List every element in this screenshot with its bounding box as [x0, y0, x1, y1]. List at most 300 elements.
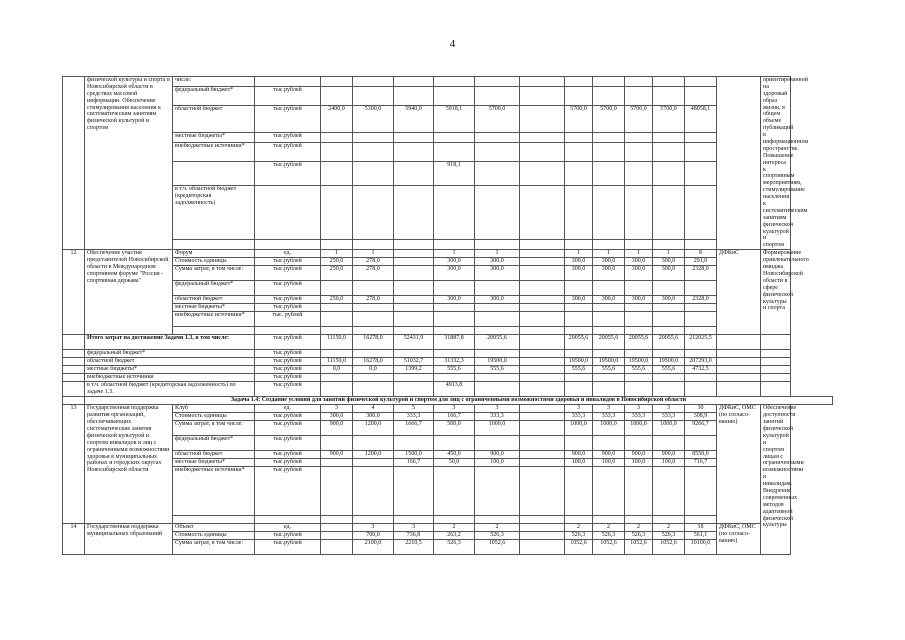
value-cell: 300,0	[475, 258, 520, 266]
table-cell: 918,1	[434, 161, 475, 185]
value-cell	[475, 327, 520, 335]
table-cell: Клуб	[173, 405, 255, 413]
value-cell	[353, 374, 394, 382]
value-cell	[353, 350, 394, 358]
value-cell: 555,6	[475, 366, 520, 374]
value-cell: 5700,0	[565, 106, 593, 133]
value-cell: 1500,0	[394, 451, 434, 459]
value-cell	[394, 467, 434, 516]
value-cell: 1052,6	[593, 540, 625, 555]
executor-cell: ДФКиС, ОМС (по согласо-ванию)	[717, 405, 761, 524]
value-cell	[520, 106, 565, 133]
table-cell: тыс.рублей	[255, 540, 321, 555]
table-cell	[173, 240, 255, 250]
value-cell: 2	[434, 524, 475, 532]
value-cell	[625, 240, 653, 250]
value-cell	[625, 142, 653, 161]
value-cell	[434, 436, 475, 451]
value-cell	[394, 327, 434, 335]
value-cell: 300,0	[625, 258, 653, 266]
empty-cell	[394, 382, 434, 397]
empty-cell	[593, 382, 625, 397]
value-cell	[625, 281, 653, 296]
value-cell: 250,0	[321, 296, 353, 304]
table-cell: федеральный бюджет*	[173, 436, 255, 451]
value-cell: 333,3	[475, 413, 520, 421]
table-cell: тыс.рублей	[255, 350, 321, 358]
value-cell	[475, 142, 520, 161]
value-cell	[625, 87, 653, 106]
value-cell: 278,0	[353, 296, 394, 304]
value-cell	[593, 240, 625, 250]
value-cell: 19500,0	[475, 358, 520, 366]
table-cell: областной бюджет	[173, 451, 255, 459]
value-cell: 291,0	[685, 258, 717, 266]
value-cell: 2400,0	[321, 106, 353, 133]
value-cell: 3	[321, 405, 353, 413]
value-cell	[565, 281, 593, 296]
empty-cell	[353, 161, 394, 185]
value-cell: 4732,5	[685, 366, 717, 374]
value-cell	[475, 312, 520, 327]
value-cell: 555,6	[625, 366, 653, 374]
table-cell	[173, 516, 255, 524]
measure-name-cell: физической культуры и спорта в Новосибирской области в средствах массовой информации. Обеспечение стимулирования населения к систематическим занятиям физической культурой и спортом	[85, 77, 173, 250]
value-cell: 1052,6	[625, 540, 653, 555]
table-cell: тыс.рублей	[255, 142, 321, 161]
empty-cell	[394, 161, 434, 185]
value-cell	[653, 436, 685, 451]
value-cell: 51032,7	[394, 358, 434, 366]
value-cell: 900,0	[565, 451, 593, 459]
table-cell: тыс.рублей	[255, 436, 321, 451]
value-cell: 3	[653, 405, 685, 413]
table-cell	[761, 366, 791, 374]
empty-cell	[565, 161, 593, 185]
table-cell	[717, 350, 761, 358]
value-cell	[593, 350, 625, 358]
table-cell: тыс.рублей	[255, 335, 321, 350]
value-cell	[653, 516, 685, 524]
table-cell: тыс.рублей	[255, 132, 321, 142]
empty-cell	[653, 161, 685, 185]
table-cell	[173, 161, 255, 185]
value-cell	[434, 87, 475, 106]
value-cell: 300,0	[434, 258, 475, 266]
value-cell: 1	[565, 250, 593, 258]
value-cell	[685, 240, 717, 250]
value-cell: 166,7	[434, 413, 475, 421]
table-cell: Сумма затрат, в том числе:	[173, 540, 255, 555]
table-cell: внебюджетные источники*	[173, 142, 255, 161]
value-cell	[685, 185, 717, 239]
table-cell: в т.ч. областной бюджет (кредиторская задолженность) по задаче 1.3.	[85, 382, 255, 397]
value-cell	[520, 366, 565, 374]
value-cell: 31332,3	[434, 358, 475, 366]
value-cell	[475, 436, 520, 451]
value-cell: 2328,0	[685, 296, 717, 304]
value-cell	[685, 142, 717, 161]
table-cell: тыс. рублей	[255, 312, 321, 327]
table-cell: федеральный бюджет*	[173, 281, 255, 296]
table-cell: местные бюджеты*	[85, 366, 255, 374]
value-cell: 2	[593, 524, 625, 532]
value-cell: 555,6	[653, 366, 685, 374]
value-cell: 278,0	[353, 266, 394, 281]
value-cell	[520, 281, 565, 296]
value-cell	[321, 77, 353, 87]
value-cell	[685, 312, 717, 327]
value-cell: 526,3	[593, 532, 625, 540]
value-cell: 31887,8	[434, 335, 475, 350]
value-cell	[321, 185, 353, 239]
value-cell: 2	[565, 524, 593, 532]
value-cell	[475, 374, 520, 382]
value-cell	[475, 281, 520, 296]
value-cell: 16278,0	[353, 335, 394, 350]
value-cell	[520, 413, 565, 421]
table-cell	[761, 374, 791, 382]
value-cell: 3	[565, 405, 593, 413]
value-cell: 555,6	[565, 366, 593, 374]
value-cell: 300,0	[353, 413, 394, 421]
value-cell	[321, 459, 353, 467]
value-cell: 52431,9	[394, 335, 434, 350]
value-cell	[475, 132, 520, 142]
table-cell: тыс.рублей	[255, 451, 321, 459]
program-table	[62, 76, 833, 555]
value-cell: 250,0	[321, 266, 353, 281]
value-cell: 716,7	[685, 459, 717, 467]
value-cell	[434, 142, 475, 161]
value-cell: 1052,6	[565, 540, 593, 555]
value-cell: 5	[394, 405, 434, 413]
value-cell	[565, 327, 593, 335]
empty-cell	[475, 382, 520, 397]
value-cell	[353, 312, 394, 327]
table-cell: тыс.рублей	[255, 366, 321, 374]
value-cell	[593, 327, 625, 335]
value-cell	[475, 87, 520, 106]
value-cell	[520, 304, 565, 312]
value-cell: 300,0	[434, 296, 475, 304]
value-cell: 300,0	[653, 266, 685, 281]
table-cell: Сумма затрат, в том числе:	[173, 266, 255, 281]
value-cell	[520, 185, 565, 239]
table-row	[63, 250, 833, 258]
table-cell: тыс.рублей	[255, 296, 321, 304]
table-cell	[63, 358, 85, 366]
value-cell	[653, 185, 685, 239]
value-cell: 1000,0	[475, 421, 520, 436]
value-cell: 1200,0	[353, 451, 394, 459]
value-cell: 333,3	[593, 413, 625, 421]
value-cell: 900,0	[593, 451, 625, 459]
value-cell	[520, 524, 565, 532]
value-cell	[593, 77, 625, 87]
value-cell	[394, 374, 434, 382]
value-cell	[475, 185, 520, 239]
value-cell: 5700,0	[593, 106, 625, 133]
value-cell	[434, 185, 475, 239]
empty-cell	[625, 161, 653, 185]
table-cell: 4913,8	[434, 382, 475, 397]
value-cell	[625, 304, 653, 312]
table-cell	[717, 382, 761, 397]
value-cell	[434, 132, 475, 142]
value-cell: 1399,2	[394, 366, 434, 374]
table-cell	[255, 77, 321, 87]
value-cell	[565, 467, 593, 516]
value-cell	[434, 304, 475, 312]
value-cell	[394, 185, 434, 239]
value-cell: 19500,0	[653, 358, 685, 366]
value-cell	[434, 77, 475, 87]
row-number-cell: 12	[63, 250, 85, 335]
table-cell: внебюджетные источники*	[173, 467, 255, 516]
table-cell: тыс.рублей	[255, 532, 321, 540]
value-cell: 900,0	[321, 451, 353, 459]
value-cell: 300,0	[625, 296, 653, 304]
value-cell	[520, 532, 565, 540]
value-cell	[565, 132, 593, 142]
value-cell: 11150,0	[321, 335, 353, 350]
value-cell	[653, 240, 685, 250]
value-cell	[593, 142, 625, 161]
table-cell: тыс.рублей	[255, 413, 321, 421]
table-cell: Стоимость единицы	[173, 532, 255, 540]
value-cell: 2328,0	[685, 266, 717, 281]
value-cell	[434, 327, 475, 335]
table-cell: тыс.рублей	[255, 382, 321, 397]
value-cell	[394, 312, 434, 327]
value-cell	[520, 258, 565, 266]
value-cell	[353, 304, 394, 312]
value-cell: 526,3	[625, 532, 653, 540]
value-cell: 212025,5	[685, 335, 717, 350]
value-cell	[625, 467, 653, 516]
value-cell: 100,0	[653, 459, 685, 467]
table-cell	[255, 327, 321, 335]
executor-cell: ДФКиС, ОМС (по согласо-ванию)	[717, 524, 761, 555]
value-cell	[653, 327, 685, 335]
value-cell: 333,3	[625, 413, 653, 421]
value-cell	[475, 77, 520, 87]
value-cell	[353, 436, 394, 451]
table-cell: Объект	[173, 524, 255, 532]
value-cell	[394, 250, 434, 258]
value-cell	[520, 296, 565, 304]
value-cell: 300,0	[565, 296, 593, 304]
value-cell: 300,0	[653, 296, 685, 304]
table-cell: внебюджетные источники	[85, 374, 255, 382]
value-cell	[353, 142, 394, 161]
value-cell	[685, 374, 717, 382]
value-cell: 1	[593, 250, 625, 258]
table-row	[63, 374, 833, 382]
value-cell: 3	[475, 405, 520, 413]
value-cell	[394, 258, 434, 266]
value-cell	[520, 327, 565, 335]
table-row	[63, 382, 833, 397]
value-cell	[593, 374, 625, 382]
table-cell: ед.	[255, 250, 321, 258]
table-cell	[173, 327, 255, 335]
value-cell	[434, 281, 475, 296]
value-cell	[520, 132, 565, 142]
value-cell: 450,0	[434, 451, 475, 459]
value-cell	[321, 467, 353, 516]
table-cell	[255, 240, 321, 250]
value-cell	[653, 281, 685, 296]
totals-row	[63, 335, 833, 350]
table-cell: тыс.рублей	[255, 358, 321, 366]
value-cell	[353, 459, 394, 467]
value-cell: 1052,6	[475, 540, 520, 555]
table-cell: тыс.рублей	[255, 421, 321, 436]
value-cell: 0,0	[353, 366, 394, 374]
table-cell: тыс.рублей	[255, 258, 321, 266]
value-cell: 20055,6	[475, 335, 520, 350]
table-cell: ед.	[255, 405, 321, 413]
table-row	[63, 524, 833, 532]
value-cell	[475, 240, 520, 250]
value-cell	[321, 142, 353, 161]
value-cell	[593, 281, 625, 296]
value-cell	[520, 87, 565, 106]
value-cell: 5918,1	[434, 106, 475, 133]
table-row	[63, 358, 833, 366]
value-cell: 2	[653, 524, 685, 532]
value-cell: 48058,1	[685, 106, 717, 133]
value-cell	[394, 266, 434, 281]
value-cell	[565, 77, 593, 87]
value-cell: 1	[321, 250, 353, 258]
table-cell	[63, 366, 85, 374]
table-cell: областной бюджет	[85, 358, 255, 366]
value-cell: 300,0	[593, 296, 625, 304]
value-cell	[593, 436, 625, 451]
table-cell	[63, 374, 85, 382]
empty-cell	[653, 382, 685, 397]
value-cell: 2210,5	[394, 540, 434, 555]
table-cell	[761, 358, 791, 366]
value-cell	[685, 281, 717, 296]
value-cell	[475, 467, 520, 516]
table-cell: в т.ч. областной бюджет (кредиторская задолженность)	[173, 185, 255, 239]
value-cell	[321, 304, 353, 312]
value-cell: 561,1	[685, 532, 717, 540]
value-cell: 250,0	[321, 258, 353, 266]
value-cell	[520, 142, 565, 161]
table-cell: Форум	[173, 250, 255, 258]
value-cell: 2	[475, 524, 520, 532]
value-cell	[394, 77, 434, 87]
value-cell: 526,3	[475, 532, 520, 540]
value-cell: 300,0	[593, 266, 625, 281]
executor-cell: ДФКиС	[717, 250, 761, 335]
value-cell	[593, 185, 625, 239]
value-cell	[520, 312, 565, 327]
value-cell: 207293,0	[685, 358, 717, 366]
value-cell: 100,0	[475, 459, 520, 467]
table-cell	[761, 335, 791, 350]
value-cell: 1000,0	[625, 421, 653, 436]
empty-cell	[685, 382, 717, 397]
table-cell	[717, 335, 761, 350]
value-cell: 20055,6	[565, 335, 593, 350]
value-cell	[353, 467, 394, 516]
value-cell: 278,0	[353, 258, 394, 266]
value-cell	[565, 304, 593, 312]
value-cell	[625, 436, 653, 451]
value-cell: 900,0	[321, 421, 353, 436]
executor-cell	[717, 77, 761, 250]
value-cell	[653, 77, 685, 87]
value-cell	[625, 327, 653, 335]
value-cell	[593, 304, 625, 312]
table-cell: тыс.рублей	[255, 161, 321, 185]
value-cell: 300,0	[434, 266, 475, 281]
value-cell: 3	[353, 524, 394, 532]
table-cell	[63, 350, 85, 358]
value-cell: 555,6	[593, 366, 625, 374]
table-cell: местные бюджеты*	[173, 459, 255, 467]
value-cell: 10100,0	[685, 540, 717, 555]
value-cell: 300,0	[565, 266, 593, 281]
value-cell	[321, 312, 353, 327]
value-cell: 500,0	[434, 421, 475, 436]
value-cell	[520, 350, 565, 358]
measure-name-cell: Государственная поддержка муниципальных образований	[85, 524, 173, 555]
value-cell	[685, 327, 717, 335]
value-cell	[394, 87, 434, 106]
value-cell: 300,0	[593, 258, 625, 266]
value-cell: 555,6	[434, 366, 475, 374]
value-cell	[520, 358, 565, 366]
value-cell: 5700,0	[653, 106, 685, 133]
value-cell: 736,8	[394, 532, 434, 540]
value-cell	[434, 467, 475, 516]
value-cell	[475, 516, 520, 524]
empty-cell	[520, 161, 565, 185]
value-cell	[653, 312, 685, 327]
table-row	[63, 77, 833, 87]
value-cell: 3	[394, 524, 434, 532]
value-cell	[520, 405, 565, 413]
value-cell	[593, 132, 625, 142]
table-row	[63, 366, 833, 374]
empty-cell	[321, 161, 353, 185]
value-cell: 3	[434, 405, 475, 413]
measure-name-cell: Обеспечение участия представителей Новосибирской области в Международном спортивном форуме "Россия - спортивная держава"	[85, 250, 173, 335]
label-cell: числе:	[173, 77, 255, 87]
value-cell: 1	[434, 250, 475, 258]
value-cell: 2100,0	[353, 540, 394, 555]
value-cell	[565, 240, 593, 250]
table-cell	[761, 350, 791, 358]
value-cell: 300,0	[565, 258, 593, 266]
value-cell	[520, 77, 565, 87]
value-cell: 50,0	[434, 459, 475, 467]
table-cell: тыс.рублей	[255, 467, 321, 516]
value-cell: 20055,6	[653, 335, 685, 350]
value-cell: 2	[625, 524, 653, 532]
value-cell: 100,0	[565, 459, 593, 467]
table-cell: тыс.рублей	[255, 106, 321, 133]
value-cell: 8550,0	[685, 451, 717, 459]
value-cell	[321, 374, 353, 382]
